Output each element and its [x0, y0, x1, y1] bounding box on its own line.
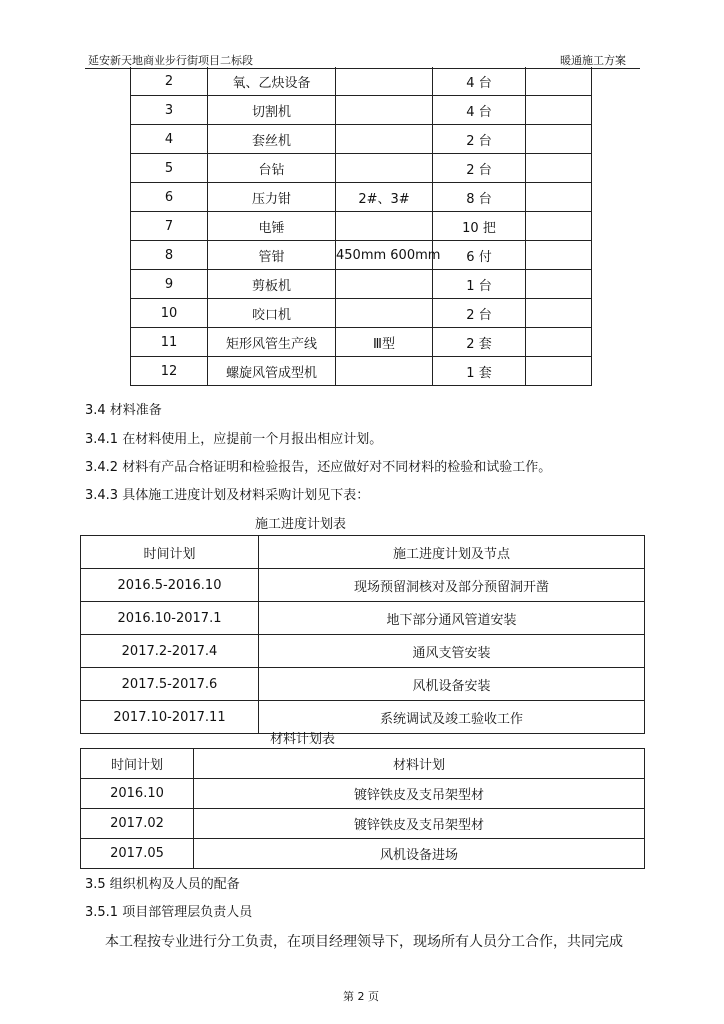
- equipment-no-cell: 3: [131, 96, 208, 125]
- equipment-note-cell: [526, 270, 592, 299]
- paragraph-3-4-3: 3.4.3 具体施工进度计划及材料采购计划见下表：: [85, 488, 370, 503]
- equipment-note-cell: [526, 357, 592, 386]
- equipment-qty-cell: 2 套: [433, 328, 526, 357]
- equipment-no-cell: 11: [131, 328, 208, 357]
- equipment-spec-cell: [336, 212, 433, 241]
- equipment-qty-cell: 2 台: [433, 299, 526, 328]
- equipment-name-cell: 剪板机: [208, 270, 336, 299]
- material-header-cell: 时间计划: [81, 749, 194, 779]
- table-row: [81, 809, 645, 839]
- table-row: [131, 241, 592, 270]
- equipment-spec-cell: [336, 67, 433, 96]
- material-cell: 风机设备进场: [194, 839, 645, 869]
- table-row: [131, 299, 592, 328]
- table-row: [131, 328, 592, 357]
- equipment-qty-cell: 10 把: [433, 212, 526, 241]
- header-document-title: 暖通施工方案: [560, 54, 626, 67]
- schedule-header-cell: 时间计划: [81, 536, 259, 569]
- material-cell: 镀锌铁皮及支吊架型材: [194, 779, 645, 809]
- equipment-name-cell: 切割机: [208, 96, 336, 125]
- equipment-note-cell: [526, 299, 592, 328]
- material-cell: 2017.02: [81, 809, 194, 839]
- equipment-no-cell: 4: [131, 125, 208, 154]
- schedule-cell: 现场预留洞核对及部分预留洞开凿: [259, 569, 645, 602]
- equipment-name-cell: 管钳: [208, 241, 336, 270]
- schedule-cell: 系统调试及竣工验收工作: [259, 701, 645, 734]
- paragraph-3-4-2: 3.4.2 材料有产品合格证明和检验报告，还应做好对不同材料的检验和试验工作。: [85, 460, 552, 475]
- schedule-cell: 2016.5-2016.10: [81, 569, 259, 602]
- equipment-note-cell: [526, 67, 592, 96]
- equipment-spec-cell: Ⅲ型: [336, 328, 433, 357]
- equipment-spec-cell: [336, 125, 433, 154]
- equipment-table: [130, 67, 592, 386]
- equipment-spec-cell: [336, 299, 433, 328]
- schedule-table-body: [81, 536, 645, 734]
- schedule-table: [80, 535, 645, 734]
- equipment-no-cell: 10: [131, 299, 208, 328]
- schedule-cell: 2016.10-2017.1: [81, 602, 259, 635]
- equipment-spec-cell: [336, 154, 433, 183]
- schedule-cell: 风机设备安装: [259, 668, 645, 701]
- table-row: [81, 635, 645, 668]
- equipment-no-cell: 5: [131, 154, 208, 183]
- table-row: [131, 357, 592, 386]
- section-3-4-heading: 3.4 材料准备: [85, 403, 162, 418]
- table-row: [81, 779, 645, 809]
- page-number: 第 2 页: [343, 990, 379, 1003]
- equipment-note-cell: [526, 183, 592, 212]
- table-row: [131, 212, 592, 241]
- header-row: [81, 749, 645, 779]
- material-cell: 2016.10: [81, 779, 194, 809]
- equipment-spec-cell: [336, 357, 433, 386]
- schedule-table-title: 施工进度计划表: [255, 517, 347, 532]
- equipment-qty-cell: 2 台: [433, 125, 526, 154]
- equipment-table-body: [131, 67, 592, 386]
- body-paragraph: 本工程按专业进行分工负责，在项目经理领导下，现场所有人员分工合作，共同完成: [105, 934, 623, 950]
- material-table-title: 材料计划表: [270, 732, 336, 747]
- equipment-name-cell: 台钻: [208, 154, 336, 183]
- table-row: [81, 668, 645, 701]
- equipment-name-cell: 氧、乙炔设备: [208, 67, 336, 96]
- schedule-cell: 地下部分通风管道安装: [259, 602, 645, 635]
- section-3-5-heading: 3.5 组织机构及人员的配备: [85, 877, 240, 892]
- equipment-name-cell: 套丝机: [208, 125, 336, 154]
- equipment-name-cell: 压力钳: [208, 183, 336, 212]
- table-row: [131, 125, 592, 154]
- table-row: [131, 154, 592, 183]
- equipment-qty-cell: 1 套: [433, 357, 526, 386]
- paragraph-3-5-1: 3.5.1 项目部管理层负责人员: [85, 905, 253, 920]
- schedule-cell: 通风支管安装: [259, 635, 645, 668]
- schedule-header-cell: 施工进度计划及节点: [259, 536, 645, 569]
- equipment-no-cell: 7: [131, 212, 208, 241]
- equipment-spec-cell: [336, 96, 433, 125]
- header-row: [81, 536, 645, 569]
- equipment-name-cell: 矩形风管生产线: [208, 328, 336, 357]
- equipment-note-cell: [526, 125, 592, 154]
- table-row: [81, 602, 645, 635]
- equipment-spec-cell: [336, 270, 433, 299]
- equipment-qty-cell: 6 付: [433, 241, 526, 270]
- material-cell: 2017.05: [81, 839, 194, 869]
- material-table-body: [81, 749, 645, 869]
- equipment-qty-cell: 1 台: [433, 270, 526, 299]
- table-row: [131, 96, 592, 125]
- table-row: [81, 701, 645, 734]
- paragraph-3-4-1: 3.4.1 在材料使用上，应提前一个月报出相应计划。: [85, 432, 383, 447]
- equipment-no-cell: 2: [131, 67, 208, 96]
- equipment-no-cell: 6: [131, 183, 208, 212]
- table-row: [131, 183, 592, 212]
- header-project-name: 延安新天地商业步行街项目二标段: [88, 54, 253, 67]
- equipment-qty-cell: 4 台: [433, 67, 526, 96]
- schedule-cell: 2017.10-2017.11: [81, 701, 259, 734]
- equipment-qty-cell: 8 台: [433, 183, 526, 212]
- material-header-cell: 材料计划: [194, 749, 645, 779]
- equipment-no-cell: 9: [131, 270, 208, 299]
- equipment-qty-cell: 2 台: [433, 154, 526, 183]
- schedule-cell: 2017.2-2017.4: [81, 635, 259, 668]
- equipment-no-cell: 12: [131, 357, 208, 386]
- schedule-cell: 2017.5-2017.6: [81, 668, 259, 701]
- table-row: [81, 569, 645, 602]
- equipment-note-cell: [526, 212, 592, 241]
- table-row: [81, 839, 645, 869]
- equipment-note-cell: [526, 154, 592, 183]
- table-row: [131, 270, 592, 299]
- material-table: [80, 748, 645, 869]
- equipment-spec-cell: 2#、3#: [336, 183, 433, 212]
- equipment-note-cell: [526, 328, 592, 357]
- equipment-no-cell: 8: [131, 241, 208, 270]
- equipment-spec-cell: 450mm 600mm: [336, 241, 433, 270]
- equipment-qty-cell: 4 台: [433, 96, 526, 125]
- equipment-note-cell: [526, 241, 592, 270]
- equipment-name-cell: 电锤: [208, 212, 336, 241]
- equipment-name-cell: 咬口机: [208, 299, 336, 328]
- equipment-name-cell: 螺旋风管成型机: [208, 357, 336, 386]
- table-row: [131, 67, 592, 96]
- material-cell: 镀锌铁皮及支吊架型材: [194, 809, 645, 839]
- equipment-note-cell: [526, 96, 592, 125]
